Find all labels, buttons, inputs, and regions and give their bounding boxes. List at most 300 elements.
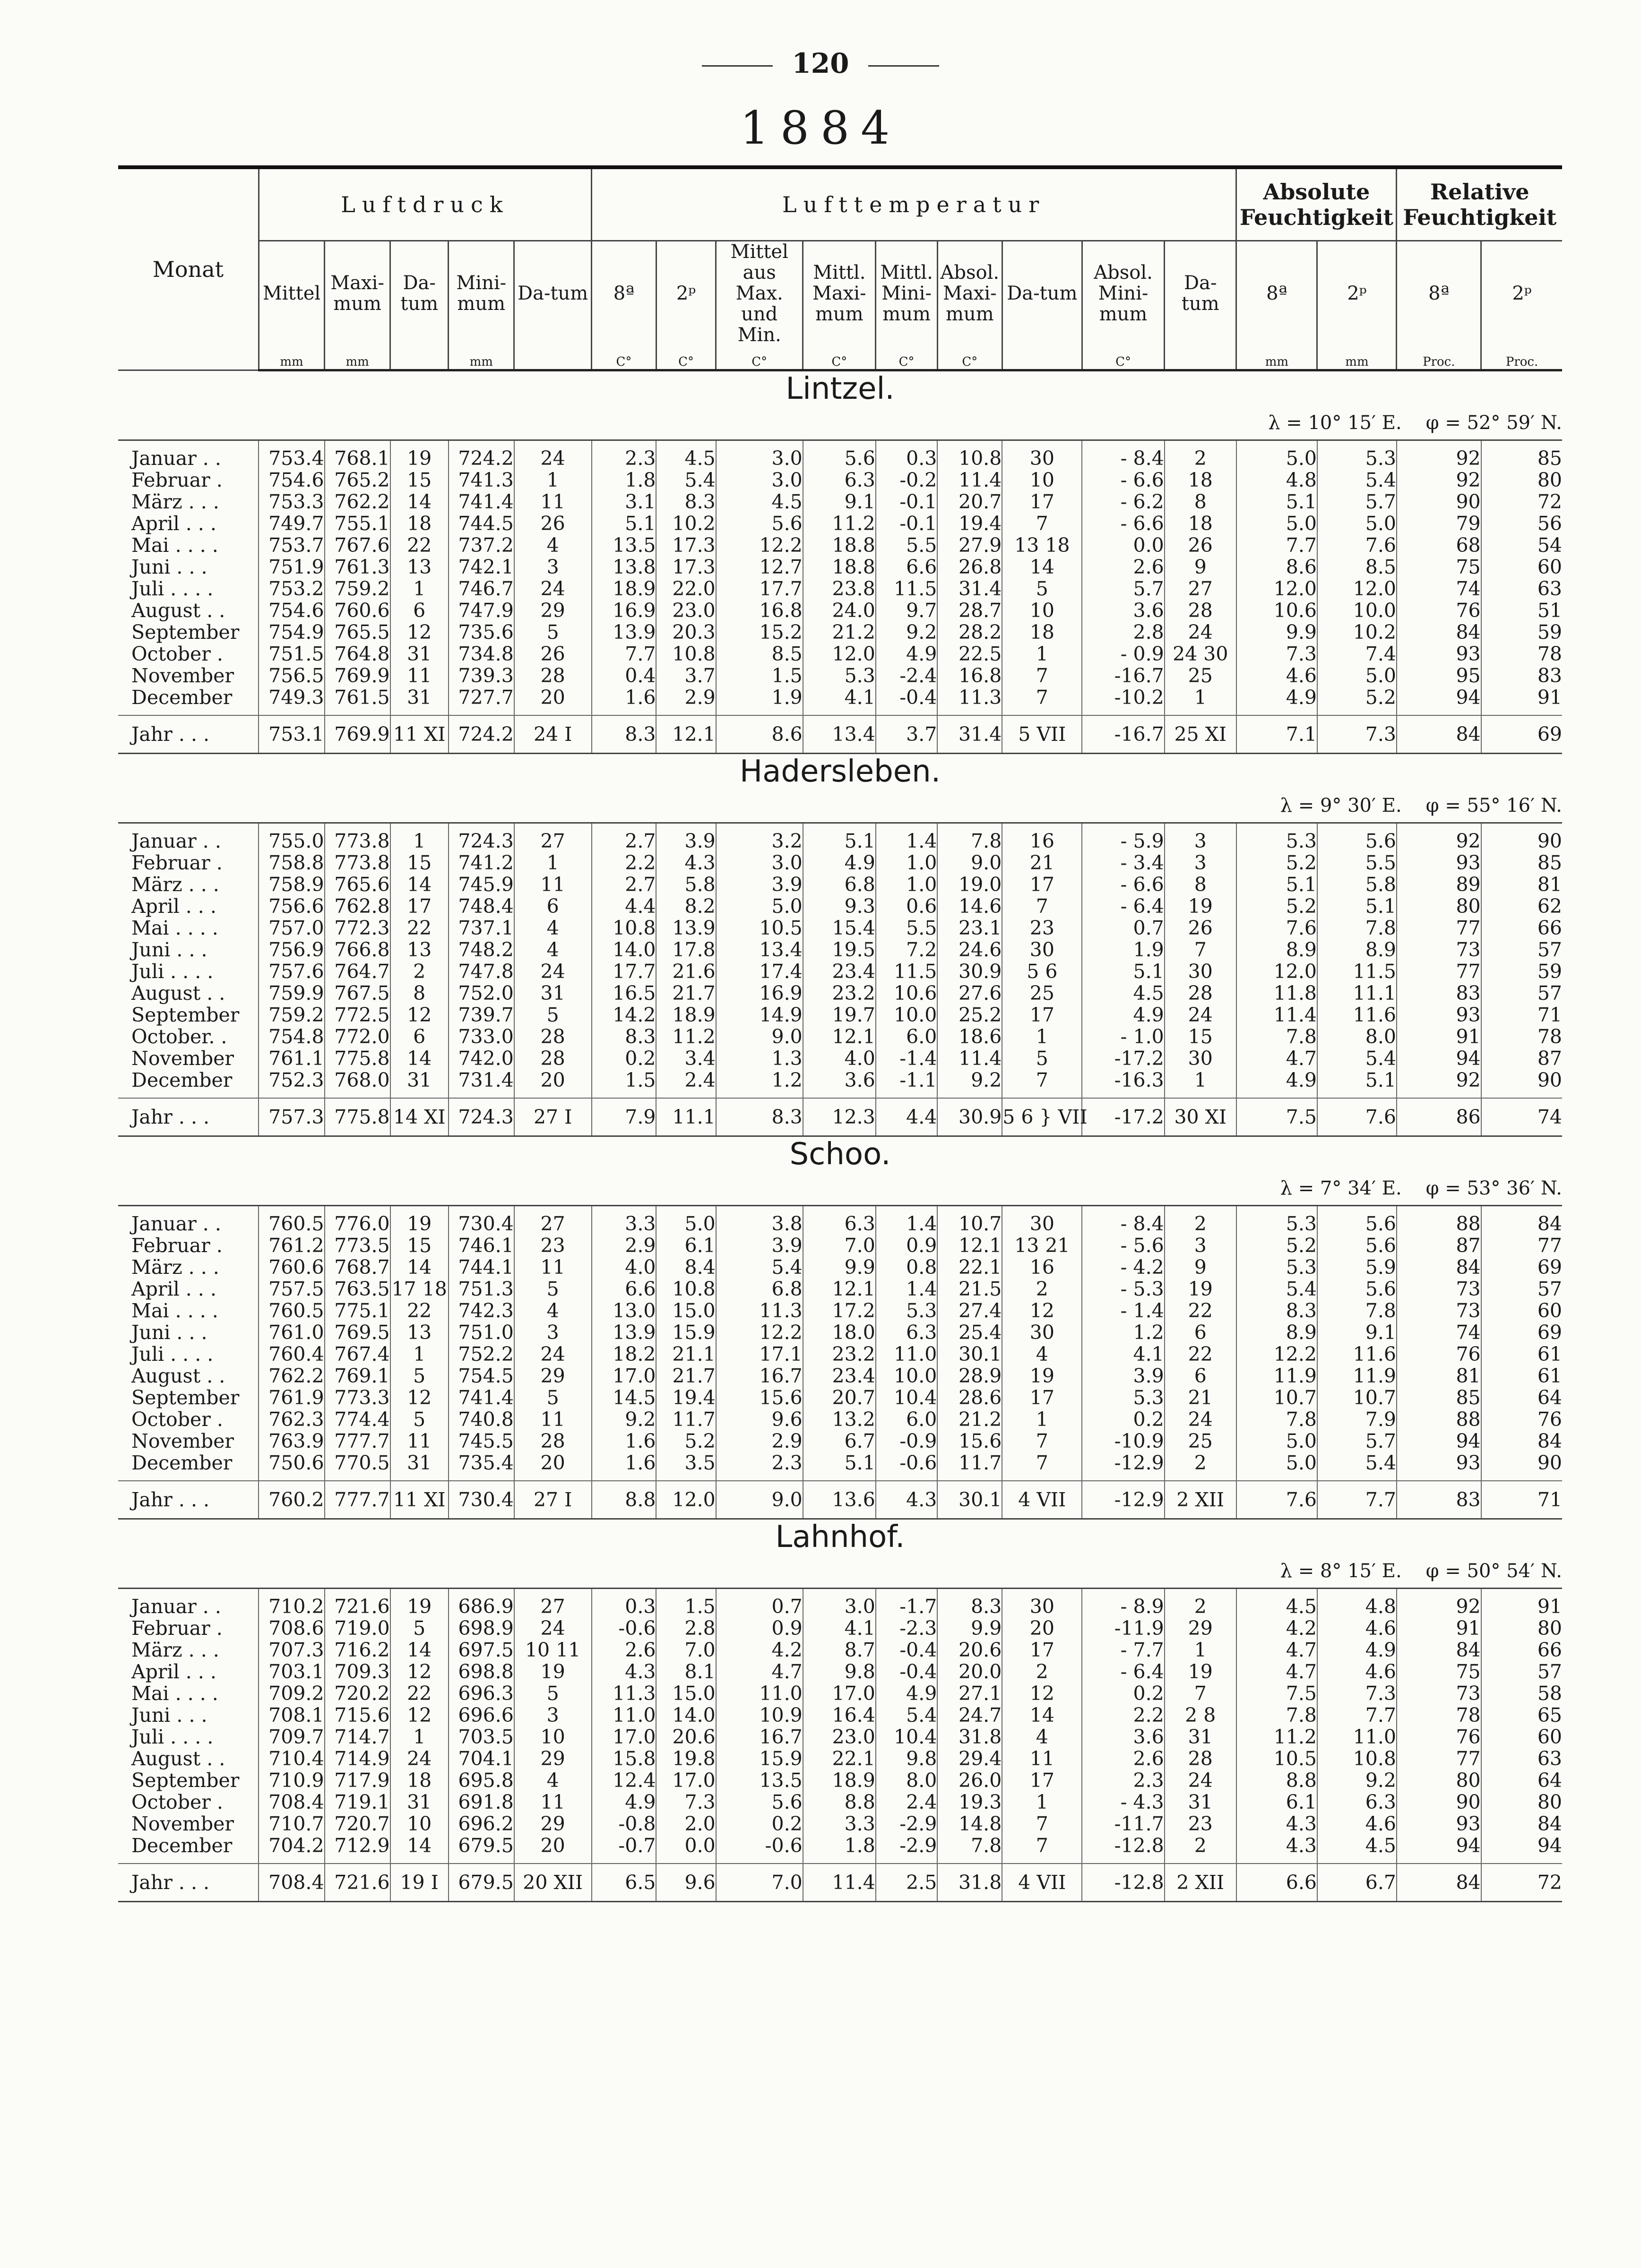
table-cell: 1.2: [716, 1069, 803, 1091]
table-cell: 5 6 } VII: [1002, 1098, 1082, 1136]
table-cell: 19: [1002, 1365, 1082, 1387]
table-cell: 14.2: [592, 1004, 656, 1026]
month-label: November: [131, 1047, 234, 1070]
table-cell: 8: [1165, 491, 1236, 513]
table-cell: 9.0: [716, 1026, 803, 1048]
table-cell: 19 I: [390, 1864, 449, 1902]
table-cell: 766.8: [325, 939, 390, 961]
header-datum: Da-tum: [514, 241, 592, 346]
table-cell: 17: [1002, 1387, 1082, 1409]
table-cell: 747.9: [449, 600, 514, 621]
table-cell: 5.3: [1236, 830, 1317, 852]
table-cell: 15.6: [716, 1387, 803, 1409]
table-cell: 2.9: [656, 687, 716, 708]
table-cell: 8.4: [656, 1256, 716, 1278]
table-cell: 1.8: [592, 469, 656, 491]
month-label: December: [131, 1834, 233, 1857]
table-cell: 25: [1165, 1430, 1236, 1452]
table-cell: 1: [390, 578, 449, 600]
table-cell: 760.6: [259, 1256, 324, 1278]
table-cell: 19.5: [803, 939, 876, 961]
table-cell: 19: [390, 1213, 449, 1235]
month-label: August . .: [131, 1365, 225, 1387]
table-cell: 11.1: [1317, 982, 1397, 1004]
table-cell: 17.0: [803, 1683, 876, 1704]
table-cell: 679.5: [449, 1864, 514, 1902]
table-cell: 18.0: [803, 1322, 876, 1343]
table-cell: 60: [1481, 556, 1562, 578]
table-cell: 59: [1481, 961, 1562, 982]
table-cell: 775.8: [325, 1098, 390, 1136]
table-cell: 7.2: [876, 939, 938, 961]
table-cell: 8.3: [716, 1098, 803, 1136]
table-cell: 10 11: [514, 1639, 592, 1661]
table-cell: 5: [390, 1617, 449, 1639]
table-cell: 9.3: [803, 895, 876, 917]
table-cell: 3: [1165, 1235, 1236, 1256]
table-cell: 4.3: [592, 1661, 656, 1683]
table-cell: 768.0: [325, 1069, 390, 1091]
table-cell: -16.3: [1082, 1069, 1164, 1091]
station-longitude: λ = 7° 34′ E.: [1280, 1177, 1402, 1199]
table-cell: 0.6: [876, 895, 938, 917]
table-cell: 18.2: [592, 1343, 656, 1365]
table-cell: 716.2: [325, 1639, 390, 1661]
table-cell: 84: [1481, 1430, 1562, 1452]
table-cell: 19.0: [937, 874, 1002, 895]
table-cell: 752.0: [449, 982, 514, 1004]
table-cell: 8: [390, 982, 449, 1004]
table-cell: -2.9: [876, 1813, 938, 1835]
table-cell: 5: [390, 1365, 449, 1387]
table-cell: 3.4: [656, 1048, 716, 1069]
table-cell: 7.6: [1317, 534, 1397, 556]
unit-mm: mm: [1236, 345, 1317, 370]
table-cell: 11.6: [1317, 1004, 1397, 1026]
table-cell: 3.3: [592, 1213, 656, 1235]
table-cell: 4.1: [803, 1617, 876, 1639]
table-cell: 91: [1397, 1617, 1481, 1639]
table-cell: - 8.4: [1082, 447, 1164, 469]
table-cell: 7.1: [1236, 715, 1317, 754]
table-cell: 94: [1397, 1430, 1481, 1452]
table-cell: 61: [1481, 1365, 1562, 1387]
table-cell: 0.4: [592, 665, 656, 687]
header-mittel: Mittel: [259, 241, 324, 346]
station-latitude: φ = 50° 54′ N.: [1425, 1560, 1562, 1582]
table-cell: 8.0: [1317, 1026, 1397, 1048]
table-cell: 75: [1397, 556, 1481, 578]
table-cell: 2: [1165, 1452, 1236, 1474]
table-cell: 27.6: [937, 982, 1002, 1004]
table-cell: 23.0: [656, 600, 716, 621]
station-latitude: φ = 52° 59′ N.: [1425, 412, 1562, 434]
table-cell: 5.0: [656, 1213, 716, 1235]
table-cell: 10.6: [876, 982, 938, 1004]
table-cell: 746.1: [449, 1235, 514, 1256]
table-cell: 81: [1481, 874, 1562, 895]
table-cell: 93: [1397, 643, 1481, 665]
table-cell: 14.6: [937, 895, 1002, 917]
table-cell: 76: [1397, 1343, 1481, 1365]
table-cell: 8.7: [803, 1639, 876, 1661]
table-cell: 5.4: [656, 469, 716, 491]
month-label: März . . .: [131, 1256, 219, 1279]
table-cell: 4.3: [1236, 1835, 1317, 1856]
table-cell: 5.6: [716, 1791, 803, 1813]
table-cell: 754.6: [259, 469, 324, 491]
table-cell: 1.4: [876, 1278, 938, 1300]
table-cell: 679.5: [449, 1835, 514, 1856]
table-cell: 3.7: [876, 715, 938, 754]
table-cell: 11: [514, 1256, 592, 1278]
table-cell: 24: [514, 1343, 592, 1365]
table-cell: 4.7: [1236, 1048, 1317, 1069]
table-cell: 761.1: [259, 1048, 324, 1069]
table-cell: -16.7: [1082, 665, 1164, 687]
table-cell: 714.7: [325, 1726, 390, 1748]
table-cell: - 6.6: [1082, 874, 1164, 895]
table-cell: 710.2: [259, 1596, 324, 1617]
table-cell: 17: [1002, 491, 1082, 513]
table-cell: -12.9: [1082, 1452, 1164, 1474]
table-cell: 8.9: [1317, 939, 1397, 961]
table-cell: 12: [1002, 1683, 1082, 1704]
table-cell: 63: [1481, 578, 1562, 600]
table-cell: 29: [514, 1365, 592, 1387]
table-cell: 13.0: [592, 1300, 656, 1322]
table-cell: 727.7: [449, 687, 514, 708]
table-row: [118, 556, 1562, 578]
table-cell: 7.8: [1317, 1300, 1397, 1322]
table-cell: 5.0: [1317, 665, 1397, 687]
table-cell: 742.1: [449, 556, 514, 578]
table-cell: 6: [1165, 1322, 1236, 1343]
table-cell: 17.0: [592, 1365, 656, 1387]
table-cell: 69: [1481, 1256, 1562, 1278]
table-cell: 721.6: [325, 1596, 390, 1617]
table-cell: 10.9: [716, 1704, 803, 1726]
table-cell: 7.7: [1236, 534, 1317, 556]
table-cell: 83: [1397, 982, 1481, 1004]
table-row: [118, 1452, 1562, 1474]
table-cell: 1.6: [592, 1452, 656, 1474]
table-cell: 6: [514, 895, 592, 917]
table-cell: 78: [1481, 643, 1562, 665]
table-cell: 710.7: [259, 1813, 324, 1835]
table-cell: 7.3: [1236, 643, 1317, 665]
table-cell: 18: [390, 513, 449, 534]
table-cell: 4.7: [716, 1661, 803, 1683]
table-row: [118, 621, 1562, 643]
year-total-row: [118, 1481, 1562, 1519]
table-cell: 77: [1481, 1235, 1562, 1256]
table-cell: 5 6: [1002, 961, 1082, 982]
table-cell: 15.6: [937, 1430, 1002, 1452]
table-cell: 773.8: [325, 830, 390, 852]
table-cell: 88: [1397, 1213, 1481, 1235]
table-cell: 4.5: [1082, 982, 1164, 1004]
table-cell: 20: [514, 1835, 592, 1856]
table-cell: 77: [1397, 961, 1481, 982]
month-label: December: [131, 1069, 233, 1091]
table-cell: 767.4: [325, 1343, 390, 1365]
table-cell: 9.8: [803, 1661, 876, 1683]
table-cell: 27: [514, 1213, 592, 1235]
table-cell: 6.1: [656, 1235, 716, 1256]
table-cell: 720.7: [325, 1813, 390, 1835]
table-cell: 769.9: [325, 665, 390, 687]
table-cell: 30: [1002, 1322, 1082, 1343]
table-cell: -10.9: [1082, 1430, 1164, 1452]
table-cell: - 5.9: [1082, 830, 1164, 852]
table-cell: 12: [390, 1387, 449, 1409]
table-cell: 9.8: [876, 1748, 938, 1770]
header-8a: 8ª: [1236, 241, 1317, 346]
table-row: [118, 1278, 1562, 1300]
table-cell: 25 XI: [1165, 715, 1236, 754]
table-cell: 2.6: [1082, 556, 1164, 578]
table-row: [118, 830, 1562, 852]
table-cell: 5.0: [1236, 1430, 1317, 1452]
table-cell: 7.6: [1236, 917, 1317, 939]
table-cell: 696.6: [449, 1704, 514, 1726]
table-cell: 20: [514, 1069, 592, 1091]
table-cell: 30: [1165, 1048, 1236, 1069]
table-cell: 10.2: [1317, 621, 1397, 643]
table-cell: - 1.0: [1082, 1026, 1164, 1048]
table-cell: 10.5: [1236, 1748, 1317, 1770]
table-cell: 7.0: [803, 1235, 876, 1256]
table-row: [118, 469, 1562, 491]
table-cell: 760.6: [325, 600, 390, 621]
table-cell: 9.9: [937, 1617, 1002, 1639]
table-cell: 8.6: [1236, 556, 1317, 578]
table-cell: 27: [514, 1596, 592, 1617]
table-cell: 4.9: [1236, 1069, 1317, 1091]
table-cell: 28: [514, 1048, 592, 1069]
table-cell: 6.1: [1236, 1791, 1317, 1813]
table-cell: 708.1: [259, 1704, 324, 1726]
table-cell: 10.4: [876, 1387, 938, 1409]
table-cell: 2.6: [592, 1639, 656, 1661]
unit-c: C°: [716, 345, 803, 370]
page-number: 120: [0, 47, 1641, 79]
table-cell: 20.3: [656, 621, 716, 643]
table-cell: 16.5: [592, 982, 656, 1004]
table-cell: 23: [1165, 1813, 1236, 1835]
header-minimum: Mini-mum: [449, 241, 514, 346]
table-cell: -0.6: [716, 1835, 803, 1856]
table-cell: 4.3: [656, 852, 716, 874]
table-cell: 20.6: [937, 1639, 1002, 1661]
table-row: [118, 1770, 1562, 1791]
table-cell: 3: [514, 556, 592, 578]
month-label: December: [131, 1452, 233, 1474]
table-cell: 8.3: [592, 715, 656, 754]
table-cell: 17: [1002, 1639, 1082, 1661]
table-cell: 66: [1481, 917, 1562, 939]
table-row: [118, 513, 1562, 534]
table-cell: 741.4: [449, 1387, 514, 1409]
table-cell: 21.6: [656, 961, 716, 982]
table-cell: -17.2: [1082, 1098, 1164, 1136]
table-cell: 30: [1002, 447, 1082, 469]
table-cell: 54: [1481, 534, 1562, 556]
header-absol-min: Absol. Mini-mum: [1082, 241, 1164, 346]
table-cell: 5.6: [716, 513, 803, 534]
table-cell: 5: [514, 621, 592, 643]
table-cell: 30 XI: [1165, 1098, 1236, 1136]
table-cell: 9.1: [1317, 1322, 1397, 1343]
table-cell: 10.8: [656, 1278, 716, 1300]
table-cell: 28: [514, 1430, 592, 1452]
table-cell: 737.2: [449, 534, 514, 556]
table-cell: 744.1: [449, 1256, 514, 1278]
table-cell: 775.8: [325, 1048, 390, 1069]
table-cell: 12.0: [656, 1481, 716, 1519]
table-cell: 5.1: [1082, 961, 1164, 982]
table-cell: 756.5: [259, 665, 324, 687]
table-cell: 12.0: [1236, 578, 1317, 600]
table-cell: - 0.9: [1082, 643, 1164, 665]
year-heading: 1884: [740, 102, 901, 155]
table-cell: 19.7: [803, 1004, 876, 1026]
unit-c: C°: [1082, 345, 1164, 370]
table-cell: 5.2: [1236, 852, 1317, 874]
table-cell: 17.2: [803, 1300, 876, 1322]
table-cell: 28.2: [937, 621, 1002, 643]
table-cell: 5.1: [592, 513, 656, 534]
table-cell: 24: [1165, 1770, 1236, 1791]
table-cell: 5.5: [876, 917, 938, 939]
table-cell: 7.6: [1236, 1481, 1317, 1519]
table-cell: 709.2: [259, 1683, 324, 1704]
month-label: März . . .: [131, 490, 219, 513]
table-cell: 9.6: [716, 1409, 803, 1430]
table-cell: 3: [1165, 852, 1236, 874]
table-cell: 22.5: [937, 643, 1002, 665]
table-cell: 72: [1481, 1864, 1562, 1902]
unit-proc: Proc.: [1397, 345, 1481, 370]
table-cell: 21: [1165, 1387, 1236, 1409]
table-cell: 691.8: [449, 1791, 514, 1813]
table-cell: 1.5: [716, 665, 803, 687]
table-cell: 11.9: [1317, 1365, 1397, 1387]
table-cell: 4.9: [876, 643, 938, 665]
table-cell: 751.9: [259, 556, 324, 578]
table-cell: 0.9: [716, 1617, 803, 1639]
table-cell: 773.5: [325, 1235, 390, 1256]
table-cell: 8.8: [803, 1791, 876, 1813]
table-cell: -2.3: [876, 1617, 938, 1639]
table-cell: 11 XI: [390, 715, 449, 754]
table-cell: 24: [514, 1617, 592, 1639]
table-cell: -12.8: [1082, 1835, 1164, 1856]
table-cell: 761.3: [325, 556, 390, 578]
month-label: Mai . . . .: [131, 1682, 218, 1705]
table-cell: 3.9: [716, 1235, 803, 1256]
table-cell: 12: [390, 621, 449, 643]
table-cell: 1.5: [656, 1596, 716, 1617]
station-coordinates: [118, 406, 1562, 440]
table-cell: 15: [390, 1235, 449, 1256]
table-cell: 5.0: [1236, 1452, 1317, 1474]
table-cell: 0.2: [592, 1048, 656, 1069]
table-cell: 10.0: [876, 1365, 938, 1387]
table-cell: 27: [1165, 578, 1236, 600]
station-longitude: λ = 10° 15′ E.: [1268, 412, 1402, 434]
table-cell: 23.0: [803, 1726, 876, 1748]
table-cell: - 6.2: [1082, 491, 1164, 513]
table-cell: 759.2: [325, 578, 390, 600]
table-cell: 7.9: [1317, 1409, 1397, 1430]
table-cell: 8.8: [592, 1481, 656, 1519]
table-cell: 12.2: [716, 534, 803, 556]
table-cell: 17.4: [716, 961, 803, 982]
table-cell: 18.9: [656, 1004, 716, 1026]
table-cell: 14.0: [592, 939, 656, 961]
meteorological-table: [118, 165, 1562, 1902]
table-cell: -10.2: [1082, 687, 1164, 708]
table-cell: 1: [1002, 1791, 1082, 1813]
table-cell: 11.8: [1236, 982, 1317, 1004]
table-cell: 22.0: [656, 578, 716, 600]
table-cell: 7: [1165, 939, 1236, 961]
table-cell: 754.5: [449, 1365, 514, 1387]
table-cell: 5: [514, 1004, 592, 1026]
table-cell: 2: [1002, 1278, 1082, 1300]
table-cell: 6.3: [1317, 1791, 1397, 1813]
table-cell: 10.0: [1317, 600, 1397, 621]
table-cell: 0.8: [876, 1256, 938, 1278]
table-cell: 758.8: [259, 852, 324, 874]
table-cell: 1: [1002, 643, 1082, 665]
table-row: [118, 1791, 1562, 1813]
table-cell: 29: [514, 1813, 592, 1835]
month-label: Juni . . .: [131, 1704, 207, 1727]
table-cell: 20: [1002, 1617, 1082, 1639]
table-cell: 74: [1397, 578, 1481, 600]
table-cell: 2.5: [876, 1864, 938, 1902]
table-cell: 31: [390, 643, 449, 665]
month-label: Mai . . . .: [131, 1299, 218, 1322]
table-cell: 24.6: [937, 939, 1002, 961]
table-cell: 28: [514, 1026, 592, 1048]
table-cell: 4.0: [803, 1048, 876, 1069]
table-cell: 92: [1397, 447, 1481, 469]
table-cell: 22: [390, 1300, 449, 1322]
month-label: Februar .: [131, 1234, 223, 1257]
table-cell: 5.0: [716, 895, 803, 917]
table-row: [118, 1300, 1562, 1322]
table-cell: 5.1: [1236, 491, 1317, 513]
table-cell: 87: [1481, 1048, 1562, 1069]
table-cell: 763.5: [325, 1278, 390, 1300]
month-label: Januar . .: [131, 447, 221, 470]
table-cell: 84: [1481, 1813, 1562, 1835]
station-latitude: φ = 55° 16′ N.: [1425, 795, 1562, 816]
table-cell: 13.4: [803, 715, 876, 754]
table-cell: 24: [1165, 1004, 1236, 1026]
table-cell: 60: [1481, 1300, 1562, 1322]
table-cell: 703.5: [449, 1726, 514, 1748]
table-cell: 0.2: [1082, 1409, 1164, 1430]
table-cell: 29.4: [937, 1748, 1002, 1770]
table-cell: 7: [1002, 1069, 1082, 1091]
table-cell: 8: [1165, 874, 1236, 895]
table-cell: 16.7: [716, 1726, 803, 1748]
